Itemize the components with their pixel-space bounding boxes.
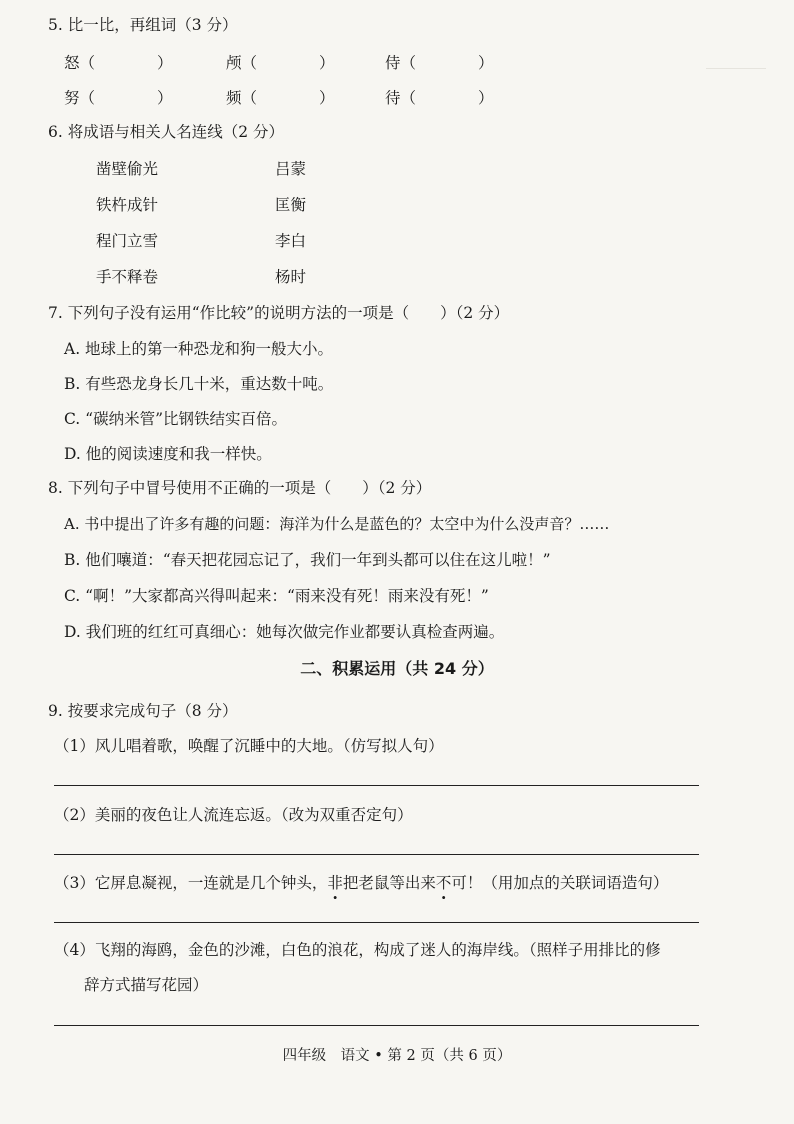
answer-line-1[interactable] xyxy=(54,785,699,786)
q5-r1c1: 怒（ ） xyxy=(64,54,173,72)
q5-r1c2: 颅（ ） xyxy=(226,54,335,72)
q5-r2c2: 频（ ） xyxy=(226,89,335,107)
q7-title: 7. 下列句子没有运用“作比较”的说明方法的一项是（ ）（2 分） xyxy=(48,304,510,322)
q8-title: 8. 下列句子中冒号使用不正确的一项是（ ）（2 分） xyxy=(48,479,432,497)
q6-name-1: 吕蒙 xyxy=(275,160,307,178)
q6-name-3: 李白 xyxy=(275,232,307,250)
q6-idiom-3: 程门立雪 xyxy=(96,232,159,250)
q9-sentence-4-line-2: 辞方式描写花园） xyxy=(84,976,209,994)
q7-option-c: C. “碳纳米管”比钢铁结实百倍。 xyxy=(64,410,288,428)
q5-r2c1: 努（ ） xyxy=(64,89,173,107)
q5-r1c3: 侍（ ） xyxy=(385,54,494,72)
q7-option-a: A. 地球上的第一种恐龙和狗一般大小。 xyxy=(64,340,334,358)
q8-option-a: A. 书中提出了许多有趣的问题：海洋为什么是蓝色的？太空中为什么没声音？…… xyxy=(64,515,610,533)
q7-option-d: D. 他的阅读速度和我一样快。 xyxy=(64,445,272,463)
q6-name-2: 匡衡 xyxy=(275,196,307,214)
q9-s3-dotted-word-1: 非 xyxy=(327,874,343,892)
q8-option-c: C. “啊！”大家都高兴得叫起来：“雨来没有死！雨来没有死！” xyxy=(64,587,489,605)
q9-s3-dotted-word-2: 不 xyxy=(435,874,452,892)
scan-mark xyxy=(706,68,766,69)
q9-sentence-2: （2）美丽的夜色让人流连忘返。（改为双重否定句） xyxy=(54,806,413,824)
answer-line-2[interactable] xyxy=(54,854,699,855)
q9-sentence-1: （1）风儿唱着歌，唤醒了沉睡中的大地。（仿写拟人句） xyxy=(54,737,444,755)
q6-name-4: 杨时 xyxy=(275,268,307,286)
q9-title: 9. 按要求完成句子（8 分） xyxy=(48,702,238,720)
answer-line-4[interactable] xyxy=(54,1025,699,1026)
q9-s3-part-b: 把老鼠等出来 xyxy=(342,874,436,892)
q5-r2c3: 待（ ） xyxy=(385,89,494,107)
q8-option-d: D. 我们班的红红可真细心：她每次做完作业都要认真检查两遍。 xyxy=(64,623,505,641)
q9-sentence-4-line-1: （4）飞翔的海鸥，金色的沙滩，白色的浪花，构成了迷人的海岸线。（照样子用排比的修 xyxy=(54,941,661,959)
q8-option-b: B. 他们嚷道：“春天把花园忘记了，我们一年到头都可以住在这儿啦！” xyxy=(64,551,551,569)
q6-idiom-1: 凿壁偷光 xyxy=(96,160,159,178)
q9-sentence-3 xyxy=(54,872,668,894)
q6-idiom-4: 手不释卷 xyxy=(96,268,159,286)
q5-title: 5. 比一比，再组词（3 分） xyxy=(48,16,238,34)
q7-option-b: B. 有些恐龙身长几十米，重达数十吨。 xyxy=(64,375,334,393)
q6-title: 6. 将成语与相关人名连线（2 分） xyxy=(48,123,285,141)
q9-s3-part-a: （3）它屏息凝视，一连就是几个钟头， xyxy=(54,874,328,892)
q6-idiom-2: 铁杵成针 xyxy=(96,196,159,214)
page-footer: 四年级 语文 • 第 2 页（共 6 页） xyxy=(282,1048,512,1064)
section-2-title: 二、积累运用（共 24 分） xyxy=(300,659,494,678)
answer-line-3[interactable] xyxy=(54,922,699,923)
q9-s3-part-c: 可！（用加点的关联词语造句） xyxy=(451,874,669,892)
